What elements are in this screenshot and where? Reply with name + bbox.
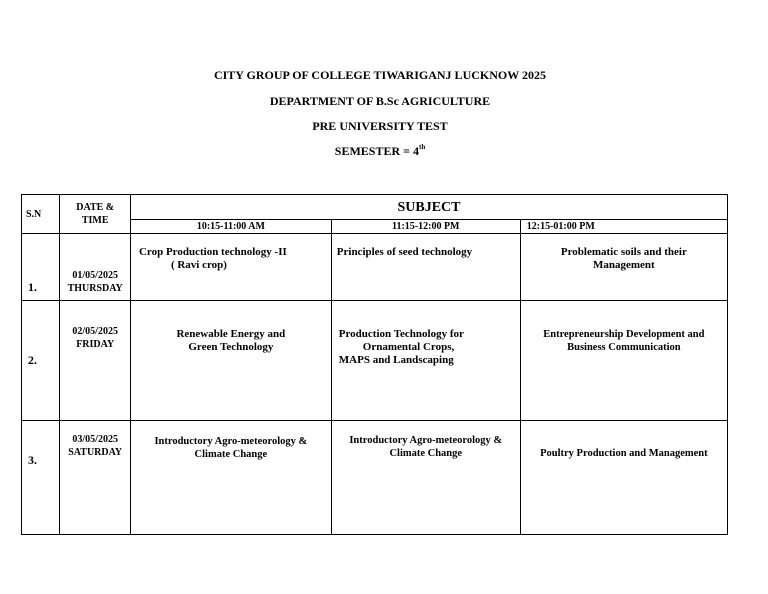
row-number: 2.: [22, 301, 60, 421]
sn-header: S.N: [22, 195, 60, 234]
subject-line: Principles of seed technology: [336, 246, 473, 258]
subject-line: Introductory Agro-meteorology &: [154, 436, 308, 447]
subject-line: ( Ravi crop): [170, 259, 227, 271]
row-subject-3: [520, 421, 727, 535]
row-subject-1: [130, 234, 331, 301]
row-date: [60, 301, 131, 421]
row-date-value: 02/05/2025: [72, 326, 118, 337]
table-row: [22, 301, 728, 421]
row-subject-1: [130, 301, 331, 421]
semester-title: [0, 144, 764, 159]
row-day: FRIDAY: [76, 339, 115, 350]
table-row: [22, 234, 728, 301]
row-subject-2: [331, 234, 520, 301]
date-header-line1: DATE &: [76, 202, 115, 213]
row-subject-1: [130, 421, 331, 535]
row-date: [60, 421, 131, 535]
table-row: [22, 421, 728, 535]
subject-line: Introductory Agro-meteorology &: [349, 435, 503, 446]
row-number: 3.: [22, 421, 60, 535]
table-header-row: [22, 195, 728, 220]
subject-line: Climate Change: [194, 449, 268, 460]
subject-line: Ornamental Crops,: [362, 341, 455, 353]
subject-line: Production Technology for: [338, 328, 464, 340]
row-number: 1.: [22, 234, 60, 301]
date-header-line2: TIME: [81, 215, 109, 226]
time-slot-3: 12:15-01:00 PM: [520, 220, 727, 234]
semester-superscript: th: [418, 143, 426, 151]
subject-line: Climate Change: [389, 448, 463, 459]
subject-line: MAPS and Landscaping: [338, 354, 454, 366]
subject-line: Business Communication: [567, 342, 681, 353]
row-subject-3: [520, 301, 727, 421]
exam-title: PRE UNIVERSITY TEST: [312, 119, 448, 133]
subject-line: Entrepreneurship Development and: [543, 329, 705, 340]
row-subject-2: [331, 421, 520, 535]
date-header: [60, 195, 131, 234]
row-date-value: 01/05/2025: [72, 270, 118, 281]
subject-line: Crop Production technology -II: [138, 246, 287, 258]
row-subject-2: [331, 301, 520, 421]
college-title: CITY GROUP OF COLLEGE TIWARIGANJ LUCKNOW 2025: [213, 68, 547, 82]
row-date: [60, 234, 131, 301]
subject-line: Renewable Energy and: [176, 328, 286, 340]
time-slot-2: 11:15-12:00 PM: [331, 220, 520, 234]
row-day: THURSDAY: [67, 283, 123, 294]
subject-line: Green Technology: [188, 341, 274, 353]
subject-line: Problematic soils and their: [560, 246, 687, 258]
row-date-value: 03/05/2025: [72, 434, 118, 445]
subject-line: Poultry Production and Management: [540, 448, 708, 459]
semester-label: SEMESTER = 4: [334, 144, 419, 158]
timetable: [21, 194, 728, 535]
row-day: SATURDAY: [68, 447, 123, 458]
department-title: DEPARTMENT OF B.Sc AGRICULTURE: [269, 94, 491, 108]
row-subject-3: [520, 234, 727, 301]
time-slot-1: 10:15-11:00 AM: [130, 220, 331, 234]
subject-header: SUBJECT: [130, 195, 727, 220]
subject-line: Management: [593, 259, 655, 271]
